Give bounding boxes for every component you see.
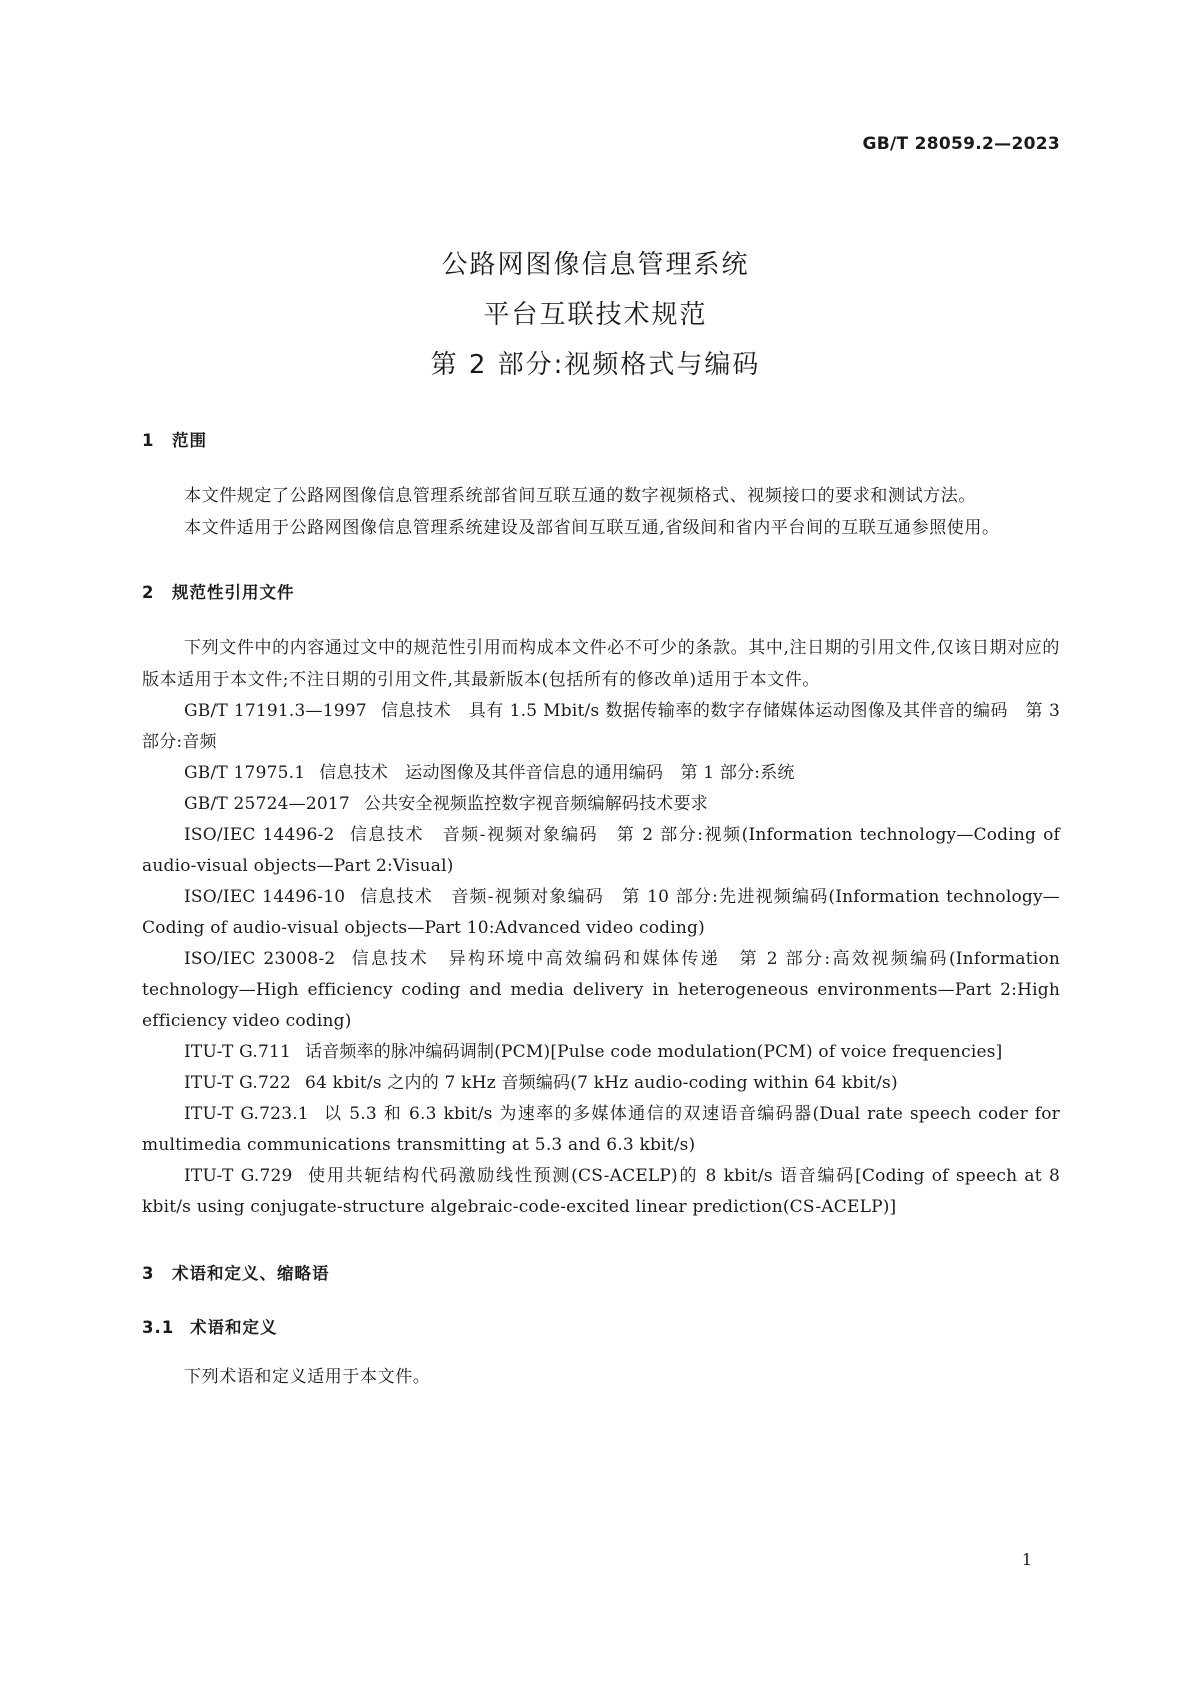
reference-text: 话音频率的脉冲编码调制(PCM)[Pulse code modulation(PCM) of voice frequencies]	[305, 1042, 1003, 1062]
reference-text: 信息技术 运动图像及其伴音信息的通用编码 第 1 部分:系统	[319, 763, 795, 783]
page-number: 1	[1021, 1550, 1032, 1569]
standard-code: GB/T 28059.2—2023	[862, 134, 1060, 154]
title-line-3: 第 2 部分:视频格式与编码	[430, 350, 761, 380]
reference-item	[142, 944, 1060, 1037]
section-1-heading	[142, 428, 1060, 454]
reference-text: 信息技术 音频-视频对象编码 第 2 部分:视频(Information technology—Coding of audio-visual objects—Part 2:Visual)	[142, 825, 1060, 876]
reference-item	[142, 696, 1060, 758]
reference-text: 使用共轭结构代码激励线性预测(CS-ACELP)的 8 kbit/s 语音编码[Coding of speech at 8 kbit/s using conjugate-structure algebraic-code-excited linear prediction(CS-ACELP)]	[142, 1166, 1060, 1217]
reference-code: GB/T 25724—2017	[184, 794, 350, 814]
document-body	[142, 428, 1060, 1393]
reference-text: 信息技术 具有 1.5 Mbit/s 数据传输率的数字存储媒体运动图像及其伴音的编码 第 3 部分:音频	[142, 701, 1060, 752]
reference-code: ITU-T G.722	[184, 1073, 291, 1093]
reference-code: GB/T 17975.1	[184, 763, 306, 783]
section-number: 2	[142, 583, 155, 602]
reference-text: 信息技术 音频-视频对象编码 第 10 部分:先进视频编码(Information technology—Coding of audio-visual objects—Part 10:Advanced video coding)	[142, 887, 1060, 938]
reference-code: ISO/IEC 23008-2	[184, 949, 336, 969]
reference-item	[142, 1099, 1060, 1161]
reference-code: ISO/IEC 14496-2	[184, 825, 335, 845]
reference-text: 以 5.3 和 6.3 kbit/s 为速率的多媒体通信的双速语音编码器(Dual rate speech coder for multimedia communications transmitting at 5.3 and 6.3 kbit/s)	[142, 1104, 1060, 1155]
subsection-number: 3.1	[142, 1318, 175, 1337]
reference-item	[142, 758, 1060, 789]
reference-code: ITU-T G.729	[184, 1166, 293, 1186]
document-title	[0, 240, 1191, 390]
reference-item	[142, 1037, 1060, 1068]
section-3-heading	[142, 1261, 1060, 1287]
reference-code: GB/T 17191.3—1997	[184, 701, 367, 721]
section-title: 范围	[172, 431, 207, 450]
section-3-1-heading	[142, 1315, 1060, 1341]
paragraph: 下列文件中的内容通过文中的规范性引用而构成本文件必不可少的条款。其中,注日期的引用文件,仅该日期对应的版本适用于本文件;不注日期的引用文件,其最新版本(包括所有的修改单)适用于本文件。	[142, 638, 1060, 690]
reference-code: ISO/IEC 14496-10	[184, 887, 346, 907]
paragraph: 下列术语和定义适用于本文件。	[184, 1367, 431, 1387]
section-number: 1	[142, 431, 155, 450]
reference-code: ITU-T G.723.1	[184, 1104, 309, 1124]
subsection-title: 术语和定义	[190, 1318, 278, 1337]
title-line-1: 公路网图像信息管理系统	[441, 250, 750, 280]
reference-item	[142, 1068, 1060, 1099]
paragraph: 本文件适用于公路网图像信息管理系统建设及部省间互联互通,省级间和省内平台间的互联互通参照使用。	[184, 518, 1000, 538]
title-line-2: 平台互联技术规范	[483, 300, 708, 330]
section-2-heading	[142, 580, 1060, 606]
reference-item	[142, 789, 1060, 820]
paragraph: 本文件规定了公路网图像信息管理系统部省间互联互通的数字视频格式、视频接口的要求和测试方法。	[184, 486, 976, 506]
reference-item	[142, 1161, 1060, 1223]
reference-item	[142, 820, 1060, 882]
reference-text: 64 kbit/s 之内的 7 kHz 音频编码(7 kHz audio-coding within 64 kbit/s)	[305, 1073, 898, 1093]
section-title: 规范性引用文件	[172, 583, 295, 602]
reference-code: ITU-T G.711	[184, 1042, 291, 1062]
section-number: 3	[142, 1264, 155, 1283]
reference-item	[142, 882, 1060, 944]
section-title: 术语和定义、缩略语	[172, 1264, 330, 1283]
reference-text: 公共安全视频监控数字视音频编解码技术要求	[363, 794, 708, 814]
reference-text: 信息技术 异构环境中高效编码和媒体传递 第 2 部分:高效视频编码(Information technology—High efficiency coding and media delivery in heterogeneous environments—Part 2:High efficiency video coding)	[142, 949, 1060, 1031]
